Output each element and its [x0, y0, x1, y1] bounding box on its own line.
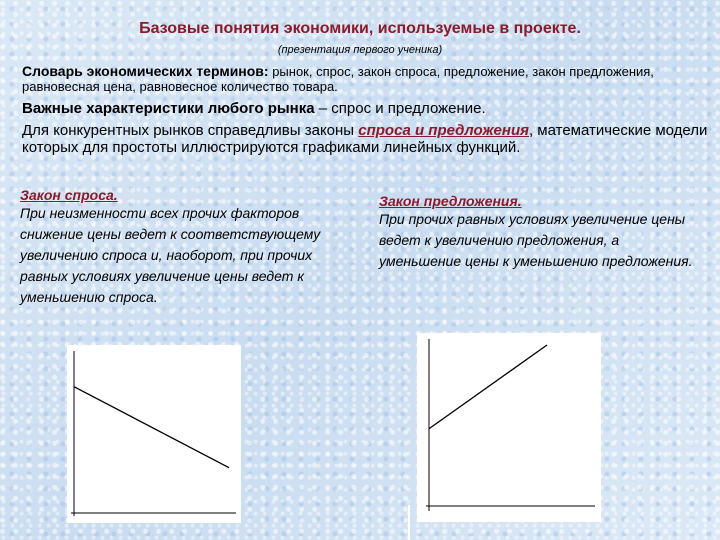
- demand-graph-svg: [67, 345, 241, 523]
- laws-text-after: , математические модели которых для простоты иллюстрируются графиками линейных функций.: [22, 122, 708, 156]
- supply-graph-svg: [417, 333, 601, 522]
- dictionary-text: рынок, спрос, закон спроса, предложение, закон предложения, равновесная цена, равновесное количество товара.: [22, 64, 654, 94]
- market-text: – спрос и предложение.: [314, 100, 486, 117]
- supply-law-block: [379, 193, 699, 272]
- supply-law-title: Закон предложения.: [379, 193, 522, 209]
- laws-paragraph: [22, 122, 712, 156]
- divider-strip: [408, 505, 410, 540]
- laws-highlight: спроса и предложения: [358, 122, 529, 139]
- market-paragraph: [22, 100, 712, 117]
- supply-graph: [417, 333, 601, 522]
- slide-title: Базовые понятия экономики, используемые в проекте.: [139, 20, 581, 37]
- dictionary-label: Словарь экономических терминов:: [22, 63, 269, 79]
- market-label: Важные характеристики любого рынка: [22, 100, 315, 117]
- supply-line: [429, 345, 547, 429]
- demand-law-title: Закон спроса.: [20, 187, 118, 203]
- demand-law-block: [20, 187, 350, 308]
- supply-law-text: При прочих равных условиях увеличение цены ведет к увеличению предложения, а уменьшение цены к уменьшению предложения.: [379, 211, 693, 269]
- demand-graph: [67, 345, 241, 523]
- dictionary-paragraph: [22, 64, 712, 94]
- laws-text-before: Для конкурентных рынков справедливы законы: [22, 122, 359, 139]
- demand-law-text: При неизменности всех прочих факторов снижение цены ведет к соответствующему увеличению спроса и, наоборот, при прочих равных условиях увеличение цены ведет к уменьшению спроса.: [20, 205, 321, 305]
- slide-subtitle: (презентация первого ученика): [277, 44, 443, 56]
- demand-line: [74, 387, 229, 468]
